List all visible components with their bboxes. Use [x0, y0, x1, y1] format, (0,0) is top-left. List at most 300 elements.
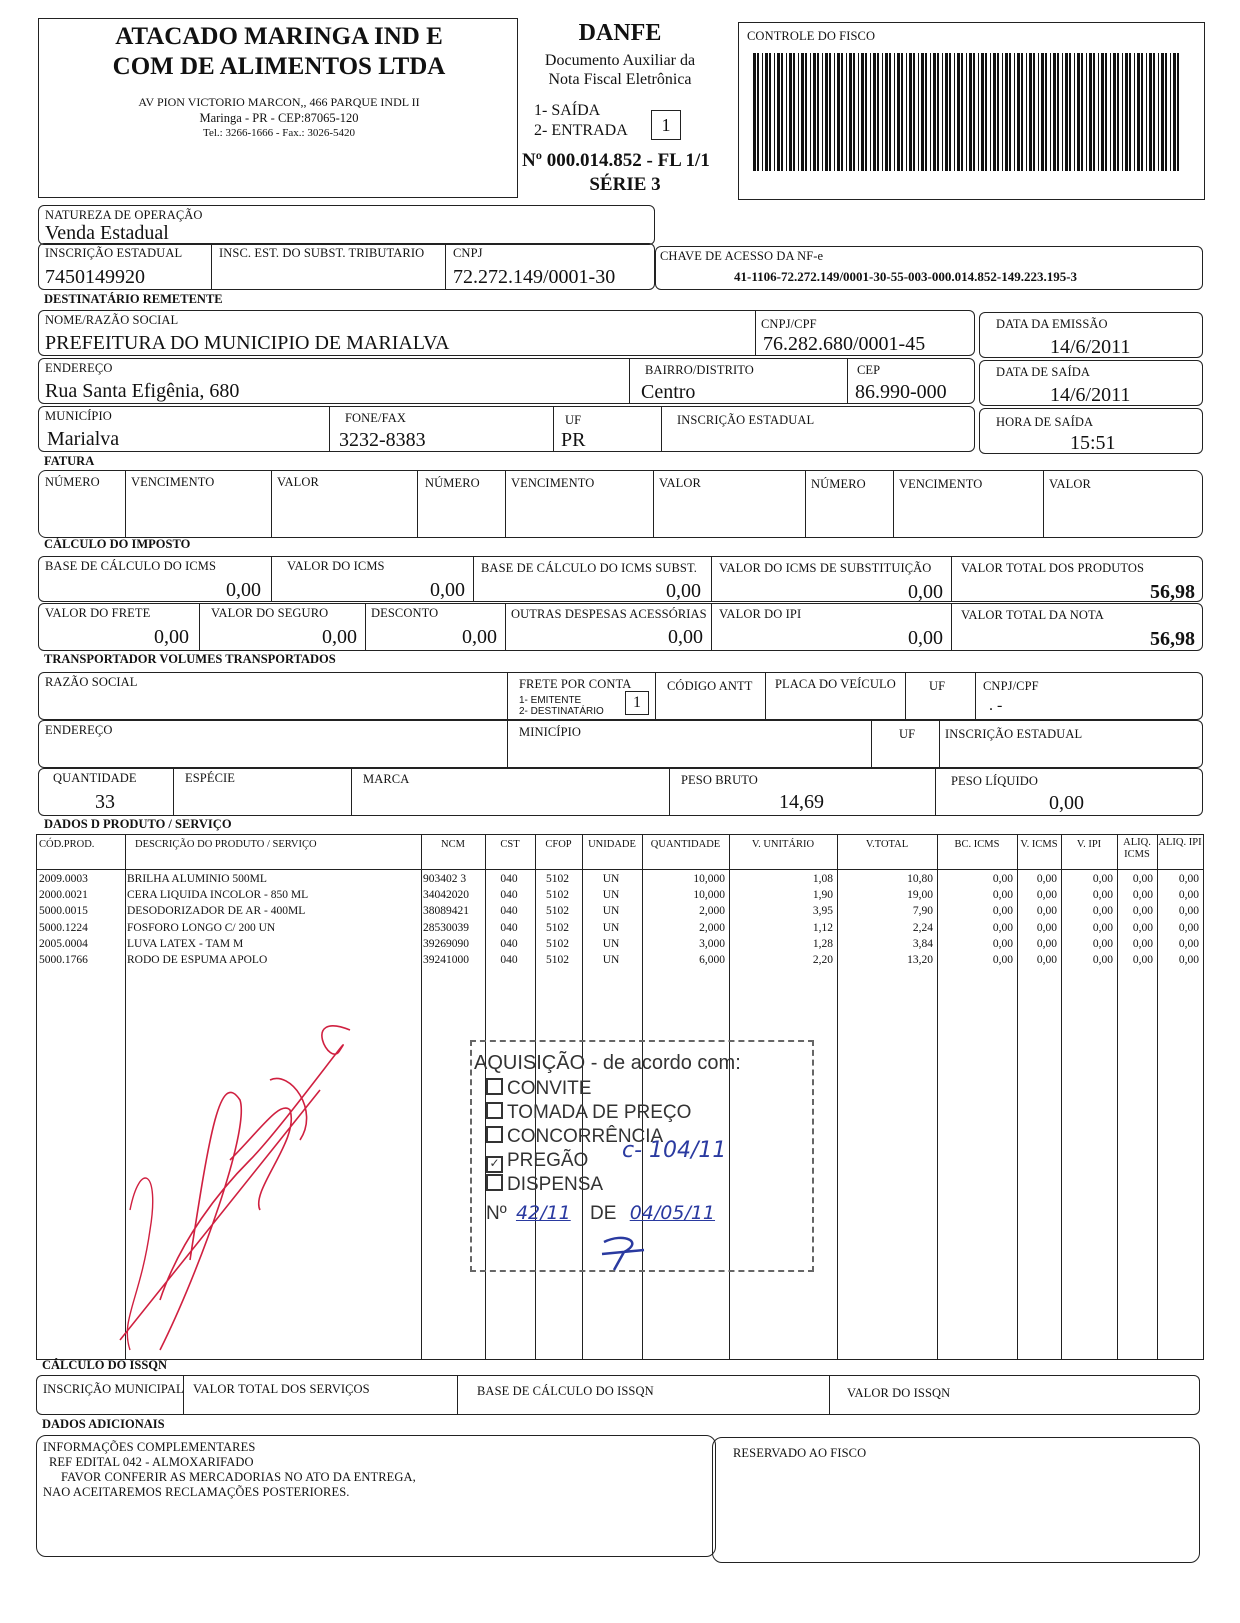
barcode-bar — [1062, 53, 1063, 171]
barcode-bar — [882, 53, 883, 171]
barcode-bar — [846, 53, 847, 171]
reservado-fisco-box — [712, 1437, 1200, 1563]
barcode-bar — [1158, 53, 1159, 171]
danfe-saida: 1- SAÍDA — [534, 102, 601, 119]
issqn-base-label: BASE DE CÁLCULO DO ISSQN — [477, 1384, 654, 1398]
fatura-valor-1: VALOR — [277, 475, 319, 489]
stamp-opt-convite — [486, 1078, 591, 1100]
table-row — [37, 922, 1203, 938]
destinatario-section: DESTINATÁRIO REMETENTE — [44, 292, 223, 306]
barcode-bar — [945, 53, 948, 171]
barcode-bar — [865, 53, 867, 171]
barcode-bar — [1177, 53, 1179, 171]
produtos-header-cell: ALIQ. IPI — [1158, 837, 1202, 848]
table-cell: 040 — [500, 873, 518, 885]
transp-frete-box: 1 — [625, 691, 649, 715]
barcode-bar — [1002, 53, 1003, 171]
stamp-numero-prefix: Nº — [486, 1203, 507, 1224]
barcode-bar — [837, 53, 840, 171]
barcode-bar — [1069, 53, 1071, 171]
barcode-bar — [913, 53, 915, 171]
table-cell: 10,80 — [907, 873, 933, 885]
table-cell: 39241000 — [423, 954, 469, 966]
issqn-im-label: INSCRIÇÃO MUNICIPAL — [43, 1382, 184, 1396]
signature-mark — [100, 1010, 360, 1370]
barcode-bar — [1137, 53, 1140, 171]
outras-value: 0,00 — [668, 626, 703, 648]
table-cell: 0,00 — [1132, 905, 1153, 918]
table-cell: 040 — [500, 889, 518, 902]
barcode-bar — [805, 53, 807, 171]
imposto-section: CÁLCULO DO IMPOSTO — [44, 537, 191, 551]
stamp-opt-pregao — [486, 1150, 588, 1173]
emitente-phone: Tel.: 3266-1666 - Fax.: 3026-5420 — [203, 127, 355, 139]
barcode-bar — [930, 53, 931, 171]
barcode-bar — [918, 53, 919, 171]
imposto-row2 — [38, 603, 1203, 651]
table-cell: 0,00 — [1132, 937, 1153, 950]
barcode-bar — [1053, 53, 1056, 171]
checkbox-icon — [486, 1102, 503, 1119]
ipi-label: VALOR DO IPI — [719, 607, 802, 621]
table-cell: DESODORIZADOR DE AR - 400ML — [127, 905, 306, 918]
barcode-bar — [774, 53, 775, 171]
valor-st-label: VALOR DO ICMS DE SUBSTITUIÇÃO — [719, 561, 932, 575]
dest-nome-box — [38, 310, 975, 356]
fatura-vencimento-3: VENCIMENTO — [899, 477, 983, 491]
total-nota-value: 56,98 — [1150, 628, 1195, 650]
table-cell: 040 — [500, 921, 518, 934]
danfe-serie: SÉRIE 3 — [589, 174, 661, 195]
barcode-bar — [981, 53, 984, 171]
table-cell: 34042020 — [423, 889, 469, 902]
stamp-de: DE — [590, 1203, 617, 1224]
frete-label: VALOR DO FRETE — [45, 606, 151, 620]
table-cell: 0,00 — [1036, 954, 1057, 966]
barcode-bar — [753, 53, 756, 171]
dest-cep-label: CEP — [857, 363, 881, 377]
produtos-header-cell: DESCRIÇÃO DO PRODUTO / SERVIÇO — [135, 839, 317, 850]
table-cell: 39269090 — [423, 937, 469, 950]
table-cell: 6,000 — [699, 954, 725, 966]
barcode-bar — [825, 53, 828, 171]
fatura-box — [38, 470, 1203, 538]
table-row — [37, 938, 1203, 954]
barcode-bar — [853, 53, 855, 171]
barcode-bar — [1026, 53, 1027, 171]
barcode-bar — [894, 53, 895, 171]
transp-ie-label: INSCRIÇÃO ESTADUAL — [945, 727, 1083, 741]
barcode-bar — [957, 53, 960, 171]
transp-frete-opt2: 2- DESTINATÁRIO — [519, 706, 604, 717]
barcode-bar — [1057, 53, 1059, 171]
barcode-bar — [990, 53, 991, 171]
barcode-bar — [885, 53, 888, 171]
table-cell: 0,00 — [1092, 937, 1113, 950]
outras-label: OUTRAS DESPESAS ACESSÓRIAS — [511, 607, 707, 621]
desconto-label: DESCONTO — [371, 606, 439, 620]
barcode-bar — [1153, 53, 1155, 171]
barcode-bar — [1146, 53, 1147, 171]
hora-label: HORA DE SAÍDA — [996, 415, 1094, 429]
barcode-bar — [973, 53, 975, 171]
stamp-opt-tomada — [486, 1102, 691, 1124]
table-cell: FOSFORO LONGO C/ 200 UN — [127, 921, 276, 934]
barcode-bar — [1117, 53, 1119, 171]
barcode-bar — [822, 53, 823, 171]
table-cell: UN — [602, 905, 620, 918]
transp-qtd-label: QUANTIDADE — [53, 771, 137, 785]
table-cell: 5102 — [546, 905, 569, 918]
table-cell: 0,00 — [1036, 921, 1057, 934]
produtos-header-cell: V. UNITÁRIO — [751, 839, 815, 850]
table-cell: 0,00 — [1178, 954, 1199, 966]
table-cell: 0,00 — [1178, 889, 1199, 902]
base-icms-label: BASE DE CÁLCULO DO ICMS — [45, 559, 217, 573]
table-cell: 0,00 — [1036, 905, 1057, 918]
total-nota-label: VALOR TOTAL DA NOTA — [961, 608, 1104, 622]
table-cell: 0,00 — [1132, 873, 1153, 885]
table-row — [37, 905, 1203, 921]
table-row — [37, 954, 1203, 970]
barcode-bar — [1074, 53, 1075, 171]
barcode-bar — [933, 53, 936, 171]
table-cell: 0,00 — [992, 873, 1013, 885]
ie-row — [38, 243, 655, 290]
produtos-header-cell: NCM — [441, 839, 465, 850]
barcode-bar — [877, 53, 879, 171]
table-cell: 5102 — [546, 921, 569, 934]
transp-especie-label: ESPÉCIE — [185, 771, 236, 785]
produtos-header-cell: QUANTIDADE — [650, 839, 721, 850]
stamp-opt-concorrencia-label: CONCORRÊNCIA — [507, 1126, 664, 1147]
table-cell: 2,000 — [699, 921, 725, 934]
barcode-bar — [1165, 53, 1167, 171]
table-cell: 0,00 — [992, 921, 1013, 934]
stamp-opt-convite-label: CONVITE — [507, 1078, 592, 1099]
barcode-bar — [810, 53, 811, 171]
produtos-header-cell: ALIQ. ICMS — [1123, 837, 1151, 860]
transp-peso-bruto-label: PESO BRUTO — [681, 773, 758, 787]
transp-cnpj-label: CNPJ/CPF — [983, 679, 1039, 693]
valor-icms-value: 0,00 — [430, 579, 465, 601]
emitente-city: Maringa - PR - CEP:87065-120 — [199, 111, 359, 125]
table-cell: RODO DE ESPUMA APOLO — [127, 954, 268, 966]
table-cell: 0,00 — [992, 889, 1013, 902]
barcode-bar — [1125, 53, 1128, 171]
barcode-bar — [937, 53, 939, 171]
transp-qtd-value: 33 — [95, 791, 115, 813]
danfe-title: DANFE — [578, 20, 662, 46]
table-cell: 0,00 — [1092, 954, 1113, 966]
ie-st-label: INSC. EST. DO SUBST. TRIBUTARIO — [219, 246, 425, 260]
table-cell: 38089421 — [423, 905, 469, 918]
barcode-bar — [1038, 53, 1039, 171]
dest-bairro-label: BAIRRO/DISTRITO — [645, 363, 754, 377]
table-cell: 1,08 — [812, 873, 833, 885]
table-cell: 0,00 — [1036, 889, 1057, 902]
barcode-bar — [1086, 53, 1087, 171]
fatura-valor-3: VALOR — [1049, 477, 1091, 491]
total-prod-label: VALOR TOTAL DOS PRODUTOS — [961, 561, 1145, 575]
chave-box — [655, 246, 1203, 290]
barcode-bar — [1005, 53, 1008, 171]
barcode-bar — [949, 53, 951, 171]
dest-fone-value: 3232-8383 — [339, 429, 426, 451]
barcode-bar — [786, 53, 787, 171]
table-cell: 5102 — [546, 954, 569, 966]
total-prod-value: 56,98 — [1150, 581, 1195, 603]
adicionais-section: DADOS ADICIONAIS — [42, 1417, 165, 1431]
ie-label: INSCRIÇÃO ESTADUAL — [45, 246, 183, 260]
stamp-opt-tomada-label: TOMADA DE PREÇO — [507, 1102, 692, 1123]
table-cell: CERA LIQUIDA INCOLOR - 850 ML — [127, 889, 309, 902]
danfe-tipo-box: 1 — [651, 110, 681, 140]
checkbox-icon — [486, 1174, 503, 1191]
fatura-numero-1: NÚMERO — [45, 475, 100, 489]
table-cell: 5000.1766 — [39, 954, 88, 966]
table-cell: 0,00 — [1178, 921, 1199, 934]
barcode-bar — [1129, 53, 1131, 171]
table-cell: BRILHA ALUMINIO 500ML — [127, 873, 267, 885]
transp-razao-label: RAZÃO SOCIAL — [45, 675, 138, 689]
table-cell: 2,24 — [912, 921, 933, 934]
barcode-bar — [781, 53, 783, 171]
emissao-label: DATA DA EMISSÃO — [996, 317, 1108, 331]
barcode-bar — [954, 53, 955, 171]
produtos-section: DADOS D PRODUTO / SERVIÇO — [44, 817, 232, 831]
transp-peso-liquido-value: 0,00 — [1049, 792, 1084, 814]
dest-uf-value: PR — [561, 429, 586, 451]
hora-box — [979, 408, 1203, 454]
table-cell: 5102 — [546, 889, 569, 902]
barcode-bar — [858, 53, 859, 171]
table-row — [37, 889, 1203, 905]
barcode-bar — [870, 53, 871, 171]
barcode-bar — [1065, 53, 1068, 171]
table-cell: 3,95 — [812, 905, 833, 918]
frete-value: 0,00 — [154, 626, 189, 648]
natureza-label: NATUREZA DE OPERAÇÃO — [45, 208, 203, 222]
table-cell: 040 — [500, 937, 518, 950]
barcode-bar — [921, 53, 924, 171]
saida-box — [979, 360, 1203, 406]
barcode-bar — [861, 53, 864, 171]
barcode-bar — [849, 53, 852, 171]
barcode-bar — [834, 53, 835, 171]
table-cell: 5000.0015 — [39, 905, 88, 918]
barcode-bar — [1098, 53, 1099, 171]
issqn-total-label: VALOR TOTAL DOS SERVIÇOS — [193, 1382, 370, 1396]
desconto-value: 0,00 — [462, 626, 497, 648]
barcode-bar — [961, 53, 963, 171]
stamp-handwritten-ref: c- 104/11 — [622, 1138, 727, 1163]
barcode-bar — [1041, 53, 1044, 171]
table-cell: 0,00 — [1092, 873, 1113, 885]
dest-ie-label: INSCRIÇÃO ESTADUAL — [677, 413, 815, 427]
barcode-bar — [993, 53, 996, 171]
transp-municipio-label: MINICÍPIO — [519, 725, 582, 739]
dest-endereco-value: Rua Santa Efigênia, 680 — [45, 380, 240, 402]
stamp-opt-dispensa-label: DISPENSA — [507, 1174, 604, 1195]
stamp-data: 04/05/11 — [629, 1202, 716, 1224]
barcode-bar — [1149, 53, 1152, 171]
base-icms-value: 0,00 — [226, 579, 261, 601]
barcode-bar — [1161, 53, 1164, 171]
info-line1: REF EDITAL 042 - ALMOXARIFADO — [49, 1455, 254, 1469]
barcode-bar — [942, 53, 943, 171]
barcode-bar — [901, 53, 903, 171]
danfe-block — [520, 18, 730, 198]
barcode-bar — [985, 53, 987, 171]
barcode-bar — [925, 53, 927, 171]
transportador-section: TRANSPORTADOR VOLUMES TRANSPORTADOS — [44, 652, 336, 666]
table-cell: 10,000 — [693, 889, 725, 902]
transp-endereco-label: ENDEREÇO — [45, 723, 113, 737]
table-cell: 0,00 — [1132, 921, 1153, 934]
table-cell: 0,00 — [1178, 905, 1199, 918]
reservado-label: RESERVADO AO FISCO — [733, 1446, 867, 1460]
dest-fone-label: FONE/FAX — [345, 411, 406, 425]
transp-frete-opt1: 1- EMITENTE — [519, 695, 582, 706]
natureza-box — [38, 205, 655, 245]
fatura-numero-3: NÚMERO — [811, 477, 866, 491]
barcode-bar — [997, 53, 999, 171]
stamp-numero-row — [486, 1202, 715, 1225]
table-cell: 5000.1224 — [39, 921, 88, 934]
table-cell: 0,00 — [1092, 921, 1113, 934]
barcode-bar — [798, 53, 799, 171]
dest-municipio-value: Marialva — [47, 428, 120, 450]
transp-placa-label: PLACA DO VEÍCULO — [775, 677, 896, 691]
barcode-bar — [889, 53, 891, 171]
valor-icms-label: VALOR DO ICMS — [287, 559, 385, 573]
info-line2: FAVOR CONFERIR AS MERCADORIAS NO ATO DA ENTREGA, — [61, 1470, 416, 1484]
fisco-label: CONTROLE DO FISCO — [747, 29, 876, 43]
barcode-bar — [969, 53, 972, 171]
table-cell: 2,000 — [699, 905, 725, 918]
barcode-bar — [829, 53, 831, 171]
barcode-bar — [757, 53, 759, 171]
dest-municipio-box — [38, 406, 975, 452]
produtos-header-cell: CST — [500, 839, 520, 850]
barcode-bar — [909, 53, 912, 171]
transp-peso-bruto-value: 14,69 — [779, 791, 824, 813]
info-complementares-box — [36, 1435, 716, 1557]
table-cell: 0,00 — [1178, 873, 1199, 885]
cnpj-label: CNPJ — [453, 246, 483, 260]
produtos-header-cell: V. IPI — [1076, 839, 1102, 850]
issqn-valor-label: VALOR DO ISSQN — [847, 1386, 951, 1400]
produtos-header-cell: V.TOTAL — [865, 839, 909, 850]
checkbox-icon — [486, 1078, 503, 1095]
barcode-bar — [906, 53, 907, 171]
stamp-numero: 42/11 — [515, 1202, 571, 1224]
fatura-vencimento-1: VENCIMENTO — [131, 475, 215, 489]
transp-row1 — [38, 672, 1203, 720]
dest-endereco-box — [38, 358, 975, 404]
table-cell: 0,00 — [1132, 889, 1153, 902]
cnpj-value: 72.272.149/0001-30 — [453, 266, 616, 288]
seguro-label: VALOR DO SEGURO — [211, 606, 329, 620]
table-cell: 5102 — [546, 937, 569, 950]
dest-cep-value: 86.990-000 — [855, 381, 947, 403]
valor-st-value: 0,00 — [908, 581, 943, 603]
issqn-section: CÁLCULO DO ISSQN — [42, 1358, 168, 1372]
table-cell: 3,84 — [912, 937, 933, 950]
barcode-bar — [1141, 53, 1143, 171]
barcode-bar — [1050, 53, 1051, 171]
transp-uf2-label: UF — [899, 727, 916, 741]
barcode-bar — [813, 53, 816, 171]
emissao-value: 14/6/2011 — [1050, 336, 1131, 358]
table-cell: 19,00 — [907, 889, 933, 902]
barcode-bar — [1021, 53, 1023, 171]
table-cell: 10,000 — [693, 873, 725, 885]
aquisicao-stamp — [470, 1040, 814, 1272]
blue-initial-mark — [594, 1232, 654, 1272]
table-cell: 1,12 — [812, 921, 833, 934]
info-line3: NAO ACEITAREMOS RECLAMAÇÕES POSTERIORES. — [43, 1485, 350, 1499]
danfe-entrada: 2- ENTRADA — [534, 122, 628, 139]
barcode-bar — [1093, 53, 1095, 171]
stamp-opt-pregao-label: PREGÃO — [507, 1150, 589, 1171]
transp-antt-label: CÓDIGO ANTT — [667, 679, 753, 693]
table-cell: 0,00 — [1036, 873, 1057, 885]
barcode-bar — [1077, 53, 1080, 171]
barcode-bar — [793, 53, 795, 171]
transp-peso-liquido-label: PESO LÍQUIDO — [951, 774, 1038, 788]
fatura-numero-2: NÚMERO — [425, 476, 480, 490]
transp-cnpj-value: . - — [989, 697, 1003, 714]
barcode-bar — [1173, 53, 1176, 171]
info-label: INFORMAÇÕES COMPLEMENTARES — [43, 1440, 256, 1454]
table-row — [37, 873, 1203, 889]
barcode-bar — [1105, 53, 1107, 171]
seguro-value: 0,00 — [322, 626, 357, 648]
barcode-bar — [897, 53, 900, 171]
ipi-value: 0,00 — [908, 627, 943, 649]
produtos-header-cell: UNIDADE — [588, 839, 636, 850]
barcode-bar — [978, 53, 979, 171]
table-cell: 0,00 — [1178, 937, 1199, 950]
stamp-opt-dispensa — [486, 1174, 603, 1196]
barcode-bar — [801, 53, 804, 171]
barcode-bar — [1014, 53, 1015, 171]
table-cell: 5102 — [546, 873, 569, 885]
barcode-bar — [1113, 53, 1116, 171]
base-st-value: 0,00 — [666, 580, 701, 602]
table-cell: 0,00 — [992, 937, 1013, 950]
barcode-bar — [1170, 53, 1171, 171]
dest-endereco-label: ENDEREÇO — [45, 361, 113, 375]
emitente-name-line1: ATACADO MARINGA IND E — [115, 23, 443, 50]
table-cell: 0,00 — [992, 905, 1013, 918]
barcode-bar — [1033, 53, 1035, 171]
checkbox-icon — [486, 1126, 503, 1143]
barcode-bar — [1045, 53, 1047, 171]
emitente-address: AV PION VICTORIO MARCON,, 466 PARQUE INDL II — [138, 95, 420, 109]
table-cell: 0,00 — [1036, 937, 1057, 950]
base-st-label: BASE DE CÁLCULO DO ICMS SUBST. — [481, 561, 697, 575]
transp-row2 — [38, 720, 1203, 768]
checked-checkbox-icon: ✓ — [486, 1156, 503, 1173]
danfe-sub2: Nota Fiscal Eletrônica — [548, 71, 692, 88]
table-cell: LUVA LATEX - TAM M — [127, 937, 244, 950]
produtos-header-cell: CÓD.PROD. — [39, 839, 95, 850]
danfe-sub1: Documento Auxiliar da — [544, 52, 696, 69]
table-cell: 903402 3 — [423, 873, 467, 885]
